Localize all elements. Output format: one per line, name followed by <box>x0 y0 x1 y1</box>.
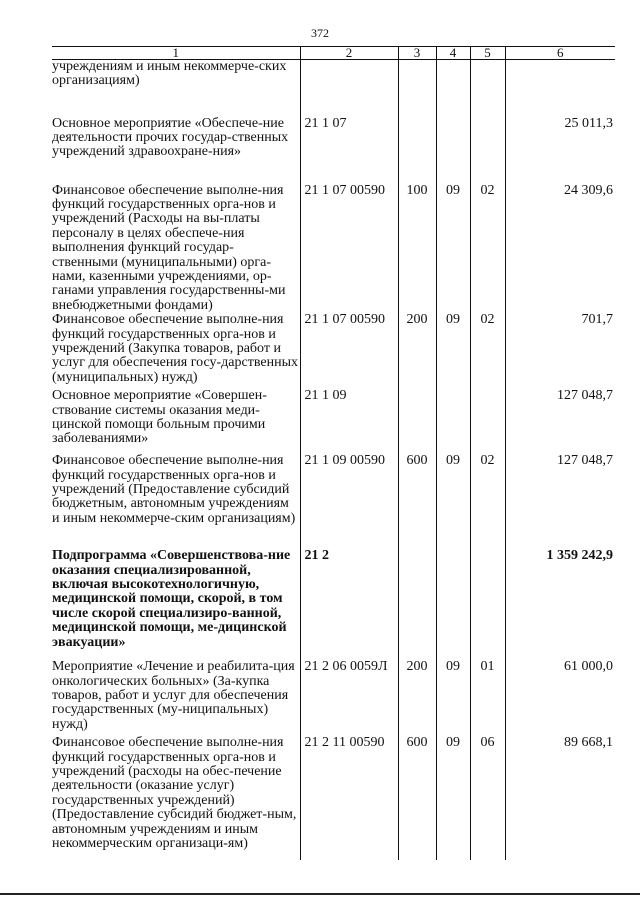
row-subsection: 02 <box>470 454 505 549</box>
row-section: 09 <box>436 454 470 549</box>
row-sum: 89 668,1 <box>505 736 615 860</box>
header-col-4: 4 <box>436 47 470 60</box>
row-section <box>436 549 470 660</box>
row-subsection: 01 <box>470 660 505 736</box>
table-row <box>52 184 615 314</box>
table-body <box>52 60 615 861</box>
row-expense-type: 200 <box>398 660 436 736</box>
row-sum: 1 359 242,9 <box>505 549 615 660</box>
row-expense-type: 600 <box>398 736 436 860</box>
row-section: 09 <box>436 736 470 860</box>
table-row <box>52 313 615 389</box>
row-code: 21 1 09 <box>300 389 398 454</box>
row-name: Основное мероприятие «Совершен-ствование системы оказания меди-цинской помощи больным прочими заболеваниями» <box>52 388 267 447</box>
bottom-edge-rule <box>0 893 640 895</box>
row-subsection <box>470 60 505 117</box>
row-expense-type <box>398 549 436 660</box>
row-section: 09 <box>436 313 470 389</box>
table-row-subprogram <box>52 549 615 660</box>
row-name: учреждениям и иным некоммерче-ских организациям) <box>52 59 287 89</box>
row-subsection: 06 <box>470 736 505 860</box>
row-sum: 701,7 <box>505 313 615 389</box>
row-name: Мероприятие «Лечение и реабилита-ция онкологических больных» (За-купка товаров, работ и услуг для обеспечения государственных (му-ниципальных) нужд) <box>52 659 295 732</box>
row-section <box>436 117 470 184</box>
page-number: 372 <box>311 26 329 40</box>
row-section: 09 <box>436 184 470 314</box>
row-name: Подпрограмма «Совершенствова-ние оказания специализированной, включая высокотехнологичную, медицинской помощи, скорой, в том числе скорой специализиро-ванной, медицинской помощи, ме-дицинской эвакуации» <box>52 548 291 650</box>
row-sum <box>505 60 615 117</box>
row-expense-type <box>398 60 436 117</box>
row-subsection <box>470 549 505 660</box>
row-name: Финансовое обеспечение выполне-ния функций государственных орга-нов и учреждений (Расходы на вы-платы персоналу в целях обеспече-ния выполнения функций государ-ственными (муниципальными) орга-нами, казенными учреждениями, ор-ганами управления государственны-ми внебюджетными фондами) <box>52 182 286 313</box>
row-name: Финансовое обеспечение выполне-ния функций государственных орга-нов и учреждений (Предоставление субсидий бюджетным, автономным учреждениям и иным некоммерче-ским организациям) <box>52 453 296 526</box>
row-code: 21 2 11 00590 <box>300 736 398 860</box>
row-sum: 127 048,7 <box>505 454 615 549</box>
header-col-1: 1 <box>52 47 300 60</box>
row-code: 21 2 <box>300 549 398 660</box>
table-row <box>52 736 615 860</box>
row-sum: 61 000,0 <box>505 660 615 736</box>
row-name: Финансовое обеспечение выполне-ния функций государственных орга-нов и учреждений (расходы на обес-печение деятельности (оказание услуг) государственных учреждений) (Предоставление субсидий бюджет-ным, автономным учреждениям и иным некоммерческим организаци-ям) <box>52 735 297 851</box>
row-sum: 25 011,3 <box>505 117 615 184</box>
row-code: 21 1 09 00590 <box>300 454 398 549</box>
table-row <box>52 60 615 117</box>
table-row <box>52 454 615 549</box>
table-row <box>52 117 615 184</box>
header-col-3: 3 <box>398 47 436 60</box>
row-code: 21 1 07 00590 <box>300 313 398 389</box>
row-subsection: 02 <box>470 313 505 389</box>
table-header <box>52 47 615 60</box>
row-section: 09 <box>436 660 470 736</box>
header-col-2: 2 <box>300 47 398 60</box>
header-col-6: 6 <box>505 47 615 60</box>
row-expense-type: 200 <box>398 313 436 389</box>
budget-table <box>52 46 615 860</box>
row-name: Основное мероприятие «Обеспече-ние деятельности прочих государ-ственных учреждений здравоохране-ния» <box>52 115 289 160</box>
table-row <box>52 660 615 736</box>
header-col-5: 5 <box>470 47 505 60</box>
row-subsection <box>470 117 505 184</box>
table-row <box>52 389 615 454</box>
row-subsection <box>470 389 505 454</box>
row-code: 21 1 07 <box>300 117 398 184</box>
row-expense-type <box>398 117 436 184</box>
row-code <box>300 60 398 117</box>
row-section <box>436 389 470 454</box>
row-code: 21 1 07 00590 <box>300 184 398 314</box>
row-subsection: 02 <box>470 184 505 314</box>
row-sum: 24 309,6 <box>505 184 615 314</box>
row-code: 21 2 06 0059Л <box>300 660 398 736</box>
row-section <box>436 60 470 117</box>
row-sum: 127 048,7 <box>505 389 615 454</box>
row-expense-type <box>398 389 436 454</box>
row-expense-type: 100 <box>398 184 436 314</box>
row-expense-type: 600 <box>398 454 436 549</box>
row-name: Финансовое обеспечение выполне-ния функций государственных орга-нов и учреждений (Закупка товаров, работ и услуг для обеспечения госу-дарственных (муниципальных) нужд) <box>52 312 298 385</box>
